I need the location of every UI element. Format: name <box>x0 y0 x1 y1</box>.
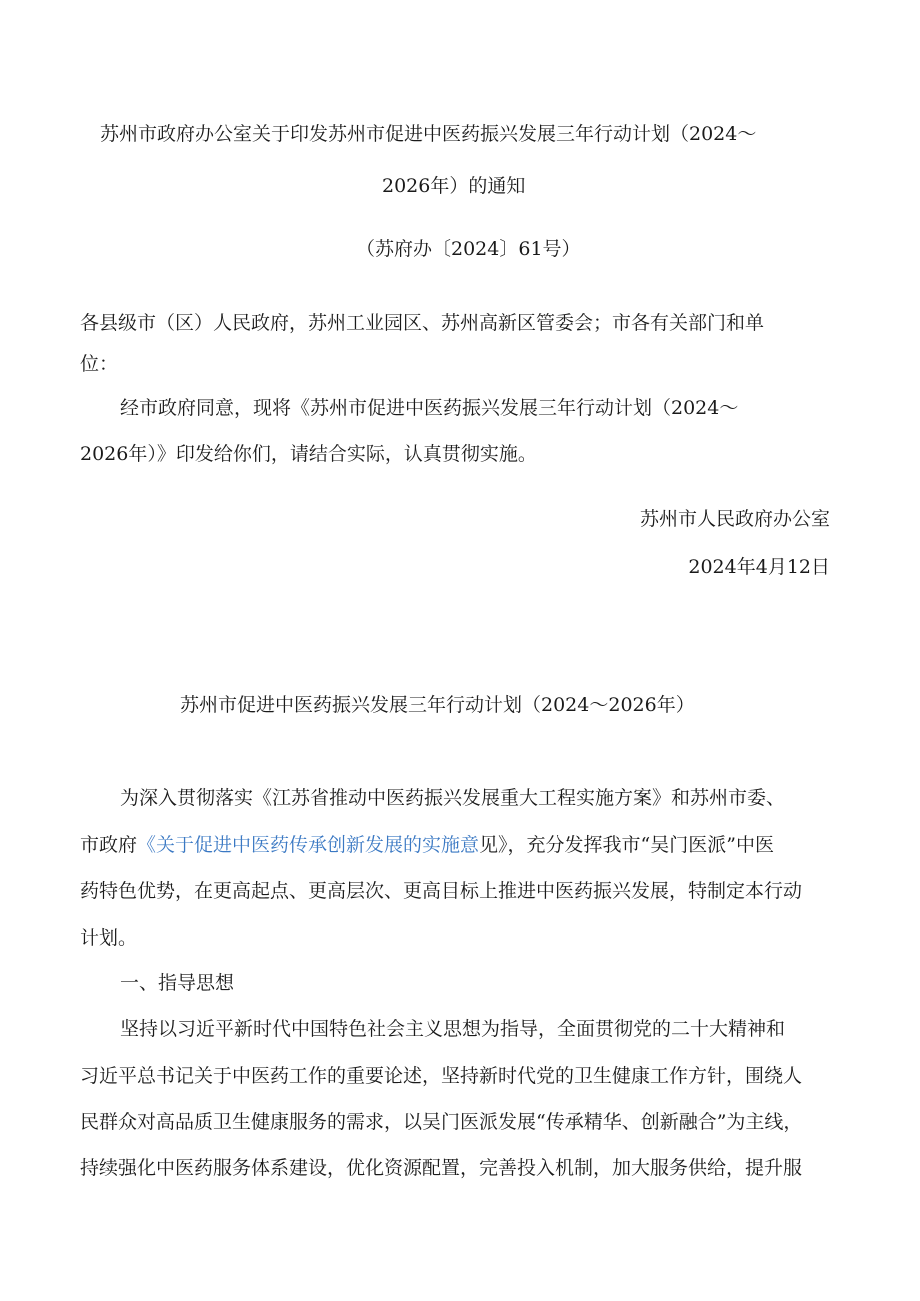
policy-document-link[interactable]: 《关于促进中医药传承创新发展的实施意 <box>137 834 480 856</box>
section-1-line-1: 坚持以习近平新时代中国特色社会主义思想为指导，全面贯彻党的二十大精神和 <box>120 1018 786 1040</box>
notice-body-line-2: 2026年）》印发给你们，请结合实际，认真贯彻实施。 <box>80 443 537 465</box>
plan-intro-line-4: 计划。 <box>80 927 138 949</box>
document-number: （苏府办〔2024〕61号） <box>356 238 581 260</box>
section-1-line-4: 持续强化中医药服务体系建设，优化资源配置，完善投入机制，加大服务供给，提升服 <box>80 1157 803 1179</box>
intro-text-prefix: 市政府 <box>80 834 138 856</box>
notice-title-line-2: 2026年）的通知 <box>382 175 526 197</box>
section-1-line-2: 习近平总书记关于中医药工作的重要论述，坚持新时代党的卫生健康工作方针，围绕人 <box>80 1065 803 1087</box>
issue-date: 2024年4月12日 <box>688 556 830 578</box>
section-1-heading: 一、指导思想 <box>120 972 235 994</box>
plan-intro-line-1: 为深入贯彻落实《江苏省推动中医药振兴发展重大工程实施方案》和苏州市委、 <box>120 787 786 809</box>
plan-title: 苏州市促进中医药振兴发展三年行动计划（2024～2026年） <box>180 694 695 716</box>
notice-title-line-1: 苏州市政府办公室关于印发苏州市促进中医药振兴发展三年行动计划（2024～ <box>100 123 757 145</box>
plan-intro-line-3: 药特色优势，在更高起点、更高层次、更高目标上推进中医药振兴发展，特制定本行动 <box>80 880 803 902</box>
section-1-line-3: 民群众对高品质卫生健康服务的需求，以吴门医派发展“传承精华、创新融合”为主线， <box>80 1111 803 1133</box>
addressee-line-2: 位： <box>80 353 119 375</box>
addressee-line-1: 各县级市（区）人民政府，苏州工业园区、苏州高新区管委会；市各有关部门和单 <box>80 312 765 334</box>
notice-body-line-1: 经市政府同意，现将《苏州市促进中医药振兴发展三年行动计划（2024～ <box>120 397 739 419</box>
plan-intro-line-2 <box>80 833 774 857</box>
issuer-signature: 苏州市人民政府办公室 <box>639 508 830 530</box>
intro-text-suffix: 见》，充分发挥我市“吴门医派”中医 <box>479 834 774 856</box>
